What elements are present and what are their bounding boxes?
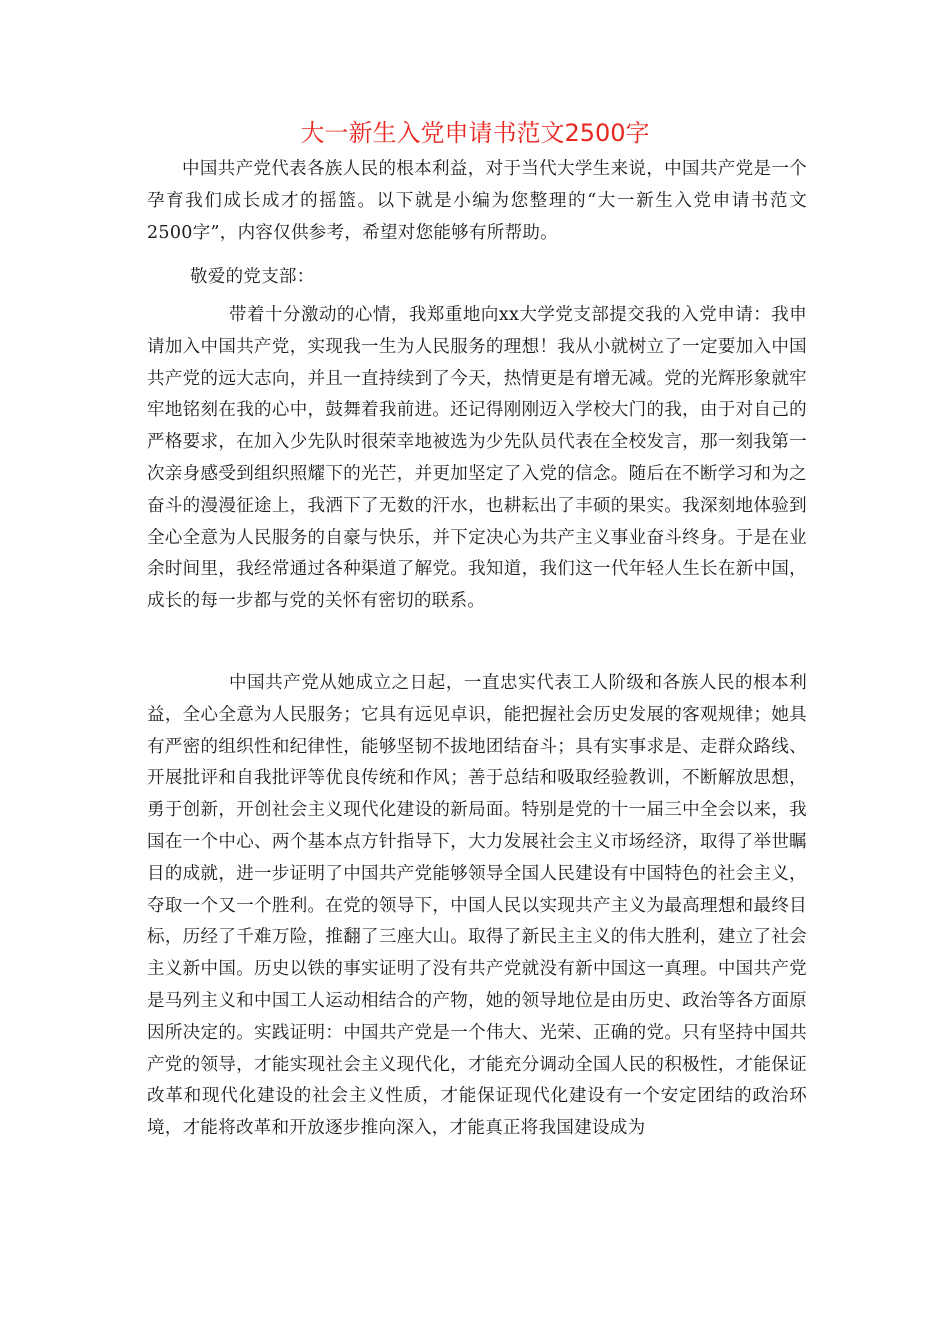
document-title: 大一新生入党申请书范文2500字 <box>300 119 650 147</box>
intro-paragraph: 中国共产党代表各族人民的根本利益，对于当代大学生来说，中国共产党是一个孕育我们成长成才的摇篮。以下就是小编为您整理的“大一新生入党申请书范文2500字”，内容仅供参考，希望对您能够有所帮助。 <box>147 159 807 243</box>
body-paragraph-1: 带着十分激动的心情，我郑重地向xx大学党支部提交我的入党申请：我申请加入中国共产党，实现我一生为人民服务的理想！我从小就树立了一定要加入中国共产党的远大志向，并且一直持续到了今天，热情更是有增无减。党的光辉形象就牢牢地铭刻在我的心中，鼓舞着我前进。还记得刚刚迈入学校大门的我，由于对自己的严格要求，在加入少先队时很荣幸地被选为少先队员代表在全校发言，那一刻我第一次亲身感受到组织照耀下的光芒，并更加坚定了入党的信念。随后在不断学习和为之奋斗的漫漫征途上，我洒下了无数的汗水，也耕耘出了丰硕的果实。我深刻地体验到全心全意为人民服务的自豪与快乐，并下定决心为共产主义事业奋斗终身。于是在业余时间里，我经常通过各种渠道了解党。我知道，我们这一代年轻人生长在新中国，成长的每一步都与党的关怀有密切的联系。 <box>147 305 807 612</box>
salutation: 敬爱的党支部： <box>190 267 315 287</box>
body-paragraph-2: 中国共产党从她成立之日起，一直忠实代表工人阶级和各族人民的根本利益，全心全意为人民服务；它具有远见卓识，能把握社会历史发展的客观规律；她具有严密的组织性和纪律性，能够坚韧不拔地团结奋斗；具有实事求是、走群众路线、开展批评和自我批评等优良传统和作风；善于总结和吸取经验教训，不断解放思想，勇于创新，开创社会主义现代化建设的新局面。特别是党的十一届三中全会以来，我国在一个中心、两个基本点方针指导下，大力发展社会主义市场经济，取得了举世瞩目的成就，进一步证明了中国共产党能够领导全国人民建设有中国特色的社会主义，夺取一个又一个胜利。在党的领导下，中国人民以实现共产主义为最高理想和最终目标，历经了千难万险，推翻了三座大山。取得了新民主主义的伟大胜利，建立了社会主义新中国。历史以铁的事实证明了没有共产党就没有新中国这一真理。中国共产党是马列主义和中国工人运动相结合的产物，她的领导地位是由历史、政治等各方面原因所决定的。实践证明：中国共产党是一个伟大、光荣、正确的党。只有坚持中国共产党的领导，才能实现社会主义现代化，才能充分调动全国人民的积极性，才能保证改革和现代化建设的社会主义性质，才能保证现代化建设有一个安定团结的政治环境，才能将改革和开放逐步推向深入，才能真正将我国建设成为 <box>147 673 807 1139</box>
